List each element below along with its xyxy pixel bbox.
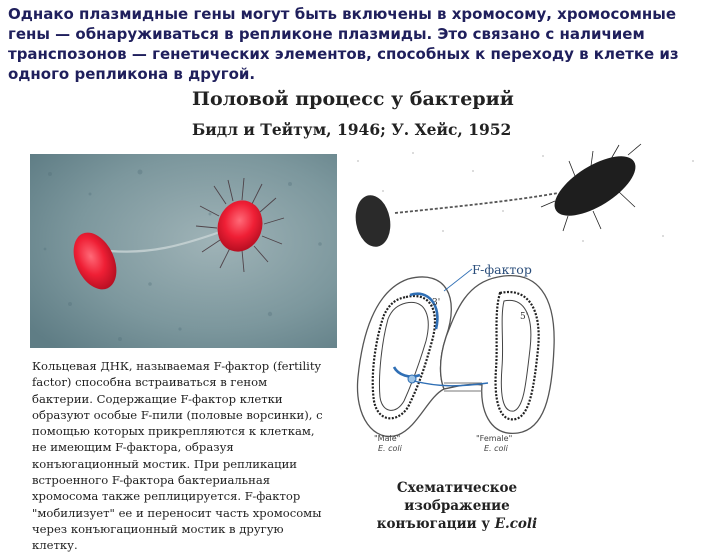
electron-micrograph <box>343 141 713 255</box>
diagram-caption <box>352 479 562 533</box>
f-factor-description: Кольцевая ДНК, называемая F-фактор (fertility factor) способна встраиваться в геном бактерии. Содержащие F-фактор клетки образуют особые F-пили (половые ворсинки), с помощью которых прикрепляются к клеткам, не имеющим F-фактора, образуя конъюгационный мостик. При репликации встроенного F-фактора бактериальная хромосома также реплицируется. F-фактор "мобилизует" ее и переносит часть хромосомы через конъюгационный мостик в другую клетку. <box>32 359 323 553</box>
caption-line-2-prefix: конъюгации у <box>376 516 490 532</box>
slide-authors: Бидл и Тейтум, 1946; У. Хейс, 1952 <box>192 120 512 139</box>
caption-species: E.coli <box>494 516 538 532</box>
microscopy-photo <box>30 154 337 348</box>
caption-line-1: Схематическое изображение <box>396 480 518 514</box>
conjugation-diagram <box>348 257 560 465</box>
female-species: E. coli <box>484 444 508 453</box>
male-species: E. coli <box>378 444 402 453</box>
slide-title: Половой процесс у бактерий <box>192 88 514 110</box>
label-5prime: 5' <box>520 312 529 322</box>
intro-text: Однако плазмидные гены могут быть включены в хромосому, хромосомные гены — обнаруживаться в репликоне плазмиды. Это связано с наличием транспозонов — генетических элементов, способных к переходу в клетке из одного репликона в другой. <box>8 5 679 83</box>
label-3prime: 3' <box>432 298 441 308</box>
f-factor-label: F-фактор <box>472 262 532 277</box>
caption-line-2 <box>352 515 562 533</box>
female-label: "Female" <box>476 434 513 443</box>
male-label: "Male" <box>374 434 401 443</box>
